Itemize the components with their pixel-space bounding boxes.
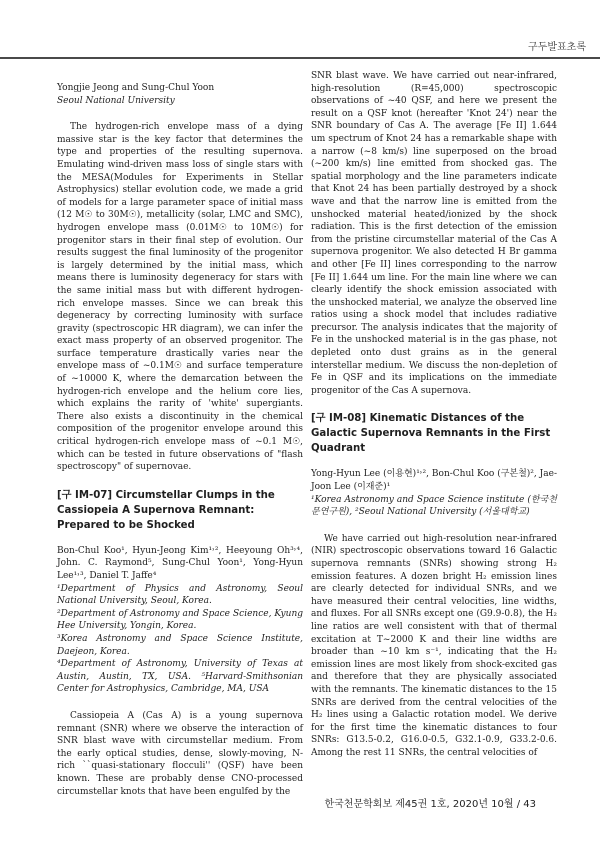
- abstract3-affiliation: ¹Korea Astronomy and Space Science institute (한국천문연구원), ²Seoul National University (서울대학교): [311, 494, 557, 518]
- section-label: 구두발표초록: [528, 42, 586, 53]
- page-footer: 한국천문학회보 제45권 1호, 2020년 10월 / 43: [324, 799, 536, 810]
- abstract2-affiliation-1: ¹Department of Physics and Astronomy, Seoul National University, Seoul, Korea.: [57, 583, 303, 607]
- abstract1-affiliation: Seoul National University: [57, 95, 175, 106]
- abstract2-body-start: Cassiopeia A (Cas A) is a young supernova remnant (SNR) where we observe the interaction of SNR blast wave with circumstellar medium. From the early optical studies, dense, slowly-moving, N-rich ``quasi-stationary flocculi'' (QSF) have been known. These are probably dense CNO-processed circumstellar knots that have been engulfed by the: [57, 710, 303, 797]
- abstract2-authors: Bon-Chul Koo¹, Hyun-Jeong Kim¹˒², Heeyoung Oh³˒⁴, John. C. Raymond⁵, Sung-Chul Yoon¹, Yong-Hyun Lee¹˒³, Daniel T. Jaffe⁴: [57, 545, 303, 581]
- left-column: [57, 70, 303, 798]
- abstract2-body-continued: SNR blast wave. We have carried out near-infrared, high-resolution (R=45,000) spectroscopic observations of ~40 QSF, and here we present the result on a QSF knot (hereafter 'Knot 24') near the SNR boundary of Cas A. The average [Fe II] 1.644 um spectrum of Knot 24 has a remarkable shape with a narrow (~8 km/s) line superposed on the broad (~200 km/s) line emitted from shocked gas. The spatial morphology and the line parameters indicate that Knot 24 has been partially destroyed by a shock wave and that the narrow line is emitted from the unshocked material heated/ionized by the shock radiation. This is the first detection of the emission from the pristine circumstellar material of the Cas A supernova progenitor. We also detected H Br gamma and other [Fe II] lines corresponding to the narrow [Fe II] 1.644 um line. For the main line where we can clearly identify the shock emission associated with the unshocked material, we analyze the observed line ratios using a shock model that includes radiative precursor. The analysis indicates that the majority of Fe in the unshocked material is in the gas phase, not depleted onto dust grains as in the general interstellar medium. We discuss the non-depletion of Fe in QSF and its implications on the immediate progenitor of the Cas A supernova.: [311, 71, 557, 396]
- abstract2-affiliation-4: ⁴Department of Astronomy, University of Texas at Austin, Austin, TX, USA. ⁵Harvard-Smithsonian Center for Astrophysics, Cambridge, MA, USA: [57, 659, 303, 695]
- right-column: [311, 70, 557, 760]
- header-rule: [0, 57, 600, 59]
- abstract2-affiliation-3: ³Korea Astronomy and Space Science Institute, Daejeon, Korea.: [57, 633, 303, 657]
- abstract1-body: The hydrogen-rich envelope mass of a dying massive star is the key factor that determines the type and properties of the resulting supernova. Emulating wind-driven mass loss of single stars with the MESA(Modules for Experiments in Stellar Astrophysics) stellar evolution code, we made a grid of models for a large parameter space of initial mass (12 M☉ to 30M☉), metallicity (solar, LMC and SMC), hydrogen envelope mass (0.01M☉ to 10M☉) for progenitor stars in their final step of evolution. Our results suggest the final luminosity of the progenitor is largely determined by the initial mass, which means there is luminosity degeneracy for stars with the same initial mass but with different hydrogen-rich envelope masses. Since we can break this degeneracy by correcting luminosity with surface gravity (spectroscopic HR diagram), we can infer the exact mass property of an observed progenitor. The surface temperature drastically varies near the envelope mass of ~0.1M☉ and surface temperature of ~10000 K, where the demarcation between the hydrogen-rich envelope and the helium core lies, which explains the rarity of 'white' supergiants. There also exists a discontinuity in the chemical composition of the progenitor envelope around this critical hydrogen-rich envelope mass of ~0.1 M☉, which can be tested in future observations of "flash spectroscopy" of supernovae.: [57, 122, 303, 473]
- abstract2-affiliation-2: ²Department of Astronomy and Space Science, Kyung Hee University, Yongin, Korea.: [57, 608, 303, 632]
- abstract3-title: [구 IM-08] Kinematic Distances of the Galactic Supernova Remnants in the First Quadrant: [311, 413, 551, 455]
- abstract2-title: [구 IM-07] Circumstellar Clumps in the Cassiopeia A Supernova Remnant: Prepared to be Shocked: [57, 489, 275, 531]
- abstract3-body: We have carried out high-resolution near-infrared (NIR) spectroscopic observations toward 16 Galactic supernova remnants (SNRs) showing strong H₂ emission features. A dozen bright H₂ emission lines are clearly detected for individual SNRs, and we have measured their central velocities, line widths, and fluxes. For all SNRs except one (G9.9-0.8), the H₂ line ratios are well consistent with that of thermal excitation at T~2000 K and their line widths are broader than ~10 km s⁻¹, indicating that the H₂ emission lines are most likely from shock-excited gas and therefore that they are physically associated with the remnants. The kinematic distances to the 15 SNRs are derived from the central velocities of the H₂ lines using a Galactic rotation model. We derive for the first time the kinematic distances to four SNRs: G13.5-0.2, G16.0-0.5, G32.1-0.9, G33.2-0.6. Among the rest 11 SNRs, the central velocities of: [311, 533, 558, 758]
- abstract3-authors: Yong-Hyun Lee (이용현)¹˒², Bon-Chul Koo (구본철)², Jae-Joon Lee (이재준)¹: [311, 469, 557, 493]
- abstract1-authors: Yongjie Jeong and Sung-Chul Yoon: [57, 83, 215, 93]
